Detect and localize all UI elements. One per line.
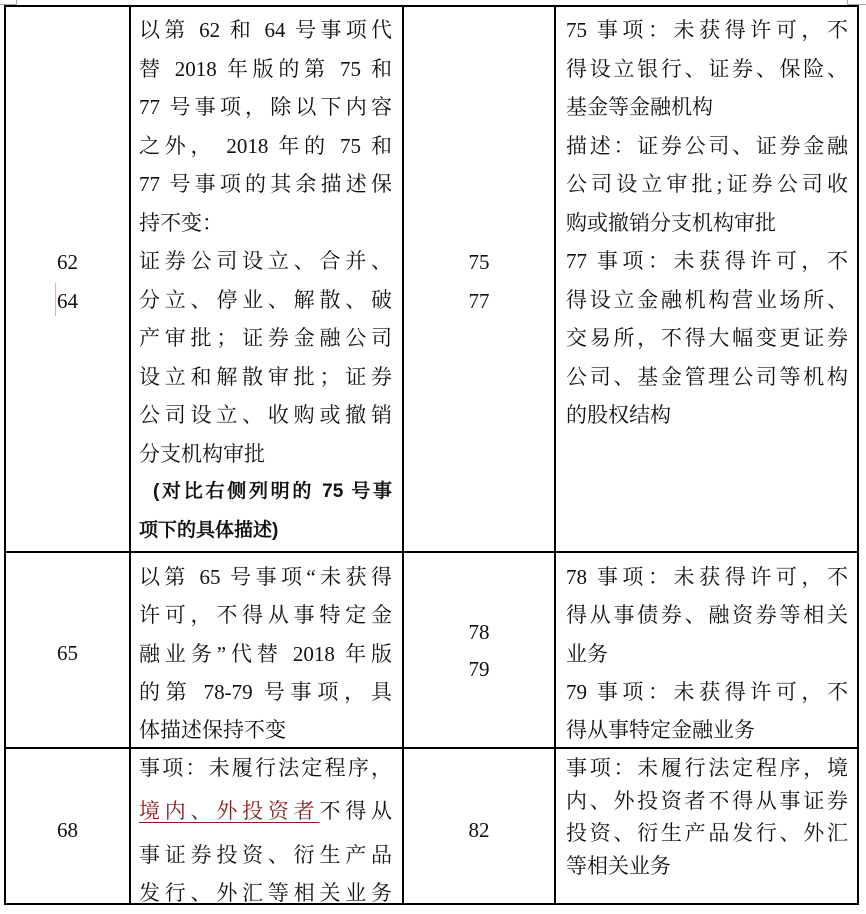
text-line: 公司设立、收购或撤销 [139, 403, 392, 427]
text-line: 得设立银行、证券、保险、 [566, 56, 848, 81]
cell-old-description [556, 7, 857, 551]
text-line: 以第 65 号事项“未获得 [139, 565, 392, 589]
cell-new-item-number [6, 553, 129, 747]
text-line: 78 事项：未获得许可，不 [566, 565, 848, 589]
text-line: 以第 62 和 64 号事项代 [139, 18, 392, 42]
item-number: 79 [468, 657, 490, 681]
text-line: 77 号事项，除以下内容 [139, 95, 392, 119]
item-number: 77 [468, 288, 490, 313]
text-line: 79 事项：未获得许可，不 [566, 679, 848, 704]
text-line: 的股权结构 [566, 403, 671, 427]
text-line: 替 2018 年版的第 75 和 [139, 56, 392, 81]
cell-description [131, 7, 402, 551]
highlighted-text: 境内、外投资者 [139, 799, 320, 823]
text-line: 分支机构审批 [139, 441, 265, 466]
comparison-note: (对比右侧列明的 75 号事 [153, 481, 392, 502]
text-line: 描述：证券公司、证券金融 [566, 133, 848, 158]
text-line: 等相关业务 [566, 853, 671, 878]
text-line: 得设立金融机构营业场所、 [566, 287, 848, 312]
item-number: 78 [468, 620, 490, 644]
item-number: 82 [468, 818, 490, 842]
text-line: 体描述保持不变 [139, 718, 286, 743]
text-line: 投资、衍生产品发行、外汇 [566, 821, 848, 845]
text-line: 交易所，不得大幅变更证券 [566, 326, 848, 350]
cell-old-item-number [404, 7, 554, 551]
cell-old-item-number [404, 553, 554, 747]
text-line: 公司、基金管理公司等机构 [566, 364, 848, 389]
text-line: 基金等金融机构 [566, 95, 713, 119]
revision-mark [55, 283, 56, 316]
text-line: 设立和解散审批；证券 [139, 364, 392, 389]
cell-description [131, 553, 402, 747]
text-line [139, 793, 392, 829]
comparison-note: 项下的具体描述) [139, 519, 279, 541]
text-line: 融业务”代替 2018 年版 [139, 641, 392, 666]
text-line: 得从事债券、融资券等相关 [566, 603, 848, 628]
text-line: 事项：未履行法定程序，境 [566, 756, 848, 780]
table-border-bottom [4, 903, 859, 905]
cell-description [131, 749, 402, 903]
text-line: 事项：未履行法定程序， [139, 756, 392, 780]
text-line: 之外， 2018 年的 75 和 [139, 133, 392, 158]
text-line: 业务 [566, 641, 608, 666]
text-line: 购或撤销分支机构审批 [566, 210, 776, 235]
item-number: 64 [57, 288, 78, 313]
text-line: 分立、停业、解散、破 [139, 287, 392, 312]
cell-old-item-number [404, 749, 554, 903]
text-line: 内、外投资者不得从事证券 [566, 788, 848, 813]
item-number: 65 [57, 641, 78, 665]
text-line: 公司设立审批;证券公司收 [566, 172, 848, 196]
item-number: 75 [468, 250, 490, 274]
text-line: 75 事项：未获得许可，不 [566, 18, 848, 42]
text-line: 得从事特定金融业务 [566, 718, 755, 743]
table-border-right [857, 5, 859, 905]
item-number: 62 [57, 250, 78, 274]
cell-new-item-number [6, 749, 129, 903]
text-line: 证券公司设立、合并、 [139, 249, 392, 273]
text-line: 产审批；证券金融公司 [139, 326, 392, 350]
text-line: 发行、外汇等相关业务 [139, 881, 392, 905]
text-line: 许可，不得从事特定金 [139, 603, 392, 628]
text-line: 的第 78-79 号事项，具 [139, 679, 392, 704]
item-number: 68 [57, 818, 78, 842]
text-line: 持不变： [139, 210, 223, 235]
cell-old-description [556, 749, 857, 903]
text-line: 77 事项：未获得许可，不 [566, 249, 848, 273]
cell-old-description [556, 553, 857, 747]
text-segment: 不得从 [319, 799, 393, 823]
cell-new-item-number [6, 7, 129, 551]
text-line: 事证券投资、衍生产品 [139, 843, 392, 867]
text-line: 77 号事项的其余描述保 [139, 172, 392, 196]
